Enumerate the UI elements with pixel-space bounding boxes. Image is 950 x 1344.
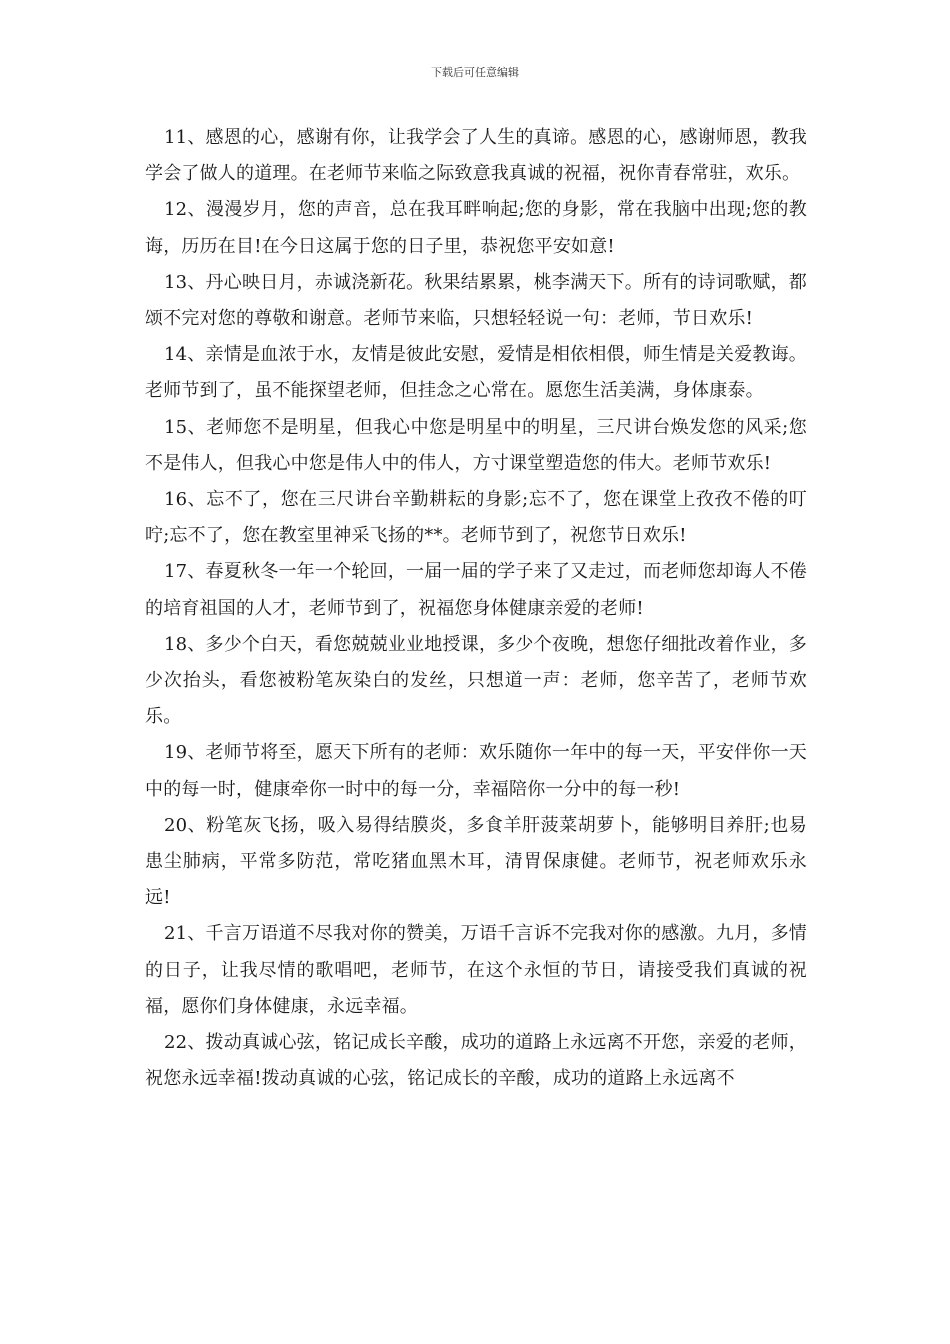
document-body xyxy=(145,120,807,1097)
paragraph-22: 22、拨动真诚心弦，铭记成长辛酸，成功的道路上永远离不开您，亲爱的老师，祝您永远幸福!拨动真诚的心弦，铭记成长的辛酸，成功的道路上永远离不 xyxy=(145,1032,807,1090)
paragraph-11: 11、感恩的心，感谢有你，让我学会了人生的真谛。感恩的心，感谢师恩，教我学会了做人的道理。在老师节来临之际致意我真诚的祝福，祝你青春常驻，欢乐。 xyxy=(145,127,807,185)
paragraph-16: 16、忘不了，您在三尺讲台辛勤耕耘的身影;忘不了，您在课堂上孜孜不倦的叮咛;忘不了，您在教室里神采飞扬的**。老师节到了，祝您节日欢乐! xyxy=(145,489,807,547)
paragraph-14: 14、亲情是血浓于水，友情是彼此安慰，爱情是相依相偎，师生情是关爱教诲。老师节到了，虽不能探望老师，但挂念之心常在。愿您生活美满，身体康泰。 xyxy=(145,344,807,402)
page-header-note: 下载后可任意编辑 xyxy=(431,66,519,79)
paragraph-18: 18、多少个白天，看您兢兢业业地授课，多少个夜晚，想您仔细批改着作业，多少次抬头，看您被粉笔灰染白的发丝，只想道一声：老师，您辛苦了，老师节欢乐。 xyxy=(145,633,807,728)
paragraph-19: 19、老师节将至，愿天下所有的老师：欢乐随你一年中的每一天，平安伴你一天中的每一时，健康牵你一时中的每一分，幸福陪你一分中的每一秒! xyxy=(145,742,807,800)
paragraph-21: 21、千言万语道不尽我对你的赞美，万语千言诉不完我对你的感激。九月，多情的日子，让我尽情的歌唱吧，老师节，在这个永恒的节日，请接受我们真诚的祝福，愿你们身体健康，永远幸福。 xyxy=(145,923,807,1017)
paragraph-13: 13、丹心映日月，赤诚浇新花。秋果结累累，桃李满天下。所有的诗词歌赋，都颂不完对您的尊敬和谢意。老师节来临，只想轻轻说一句：老师，节日欢乐! xyxy=(145,271,807,330)
paragraph-17: 17、春夏秋冬一年一个轮回，一届一届的学子来了又走过，而老师您却诲人不倦的培育祖国的人才，老师节到了，祝福您身体健康亲爱的老师! xyxy=(145,561,807,619)
paragraph-20: 20、粉笔灰飞扬，吸入易得结膜炎，多食羊肝菠菜胡萝卜，能够明目养肝;也易患尘肺病，平常多防范，常吃猪血黑木耳，清胃保康健。老师节，祝老师欢乐永远! xyxy=(145,814,807,909)
paragraph-12: 12、漫漫岁月，您的声音，总在我耳畔响起;您的身影，常在我脑中出现;您的教诲，历历在目!在今日这属于您的日子里，恭祝您平安如意! xyxy=(145,199,807,257)
paragraph-15: 15、老师您不是明星，但我心中您是明星中的明星，三尺讲台焕发您的风采;您不是伟人，但我心中您是伟人中的伟人，方寸课堂塑造您的伟大。老师节欢乐! xyxy=(145,416,807,474)
